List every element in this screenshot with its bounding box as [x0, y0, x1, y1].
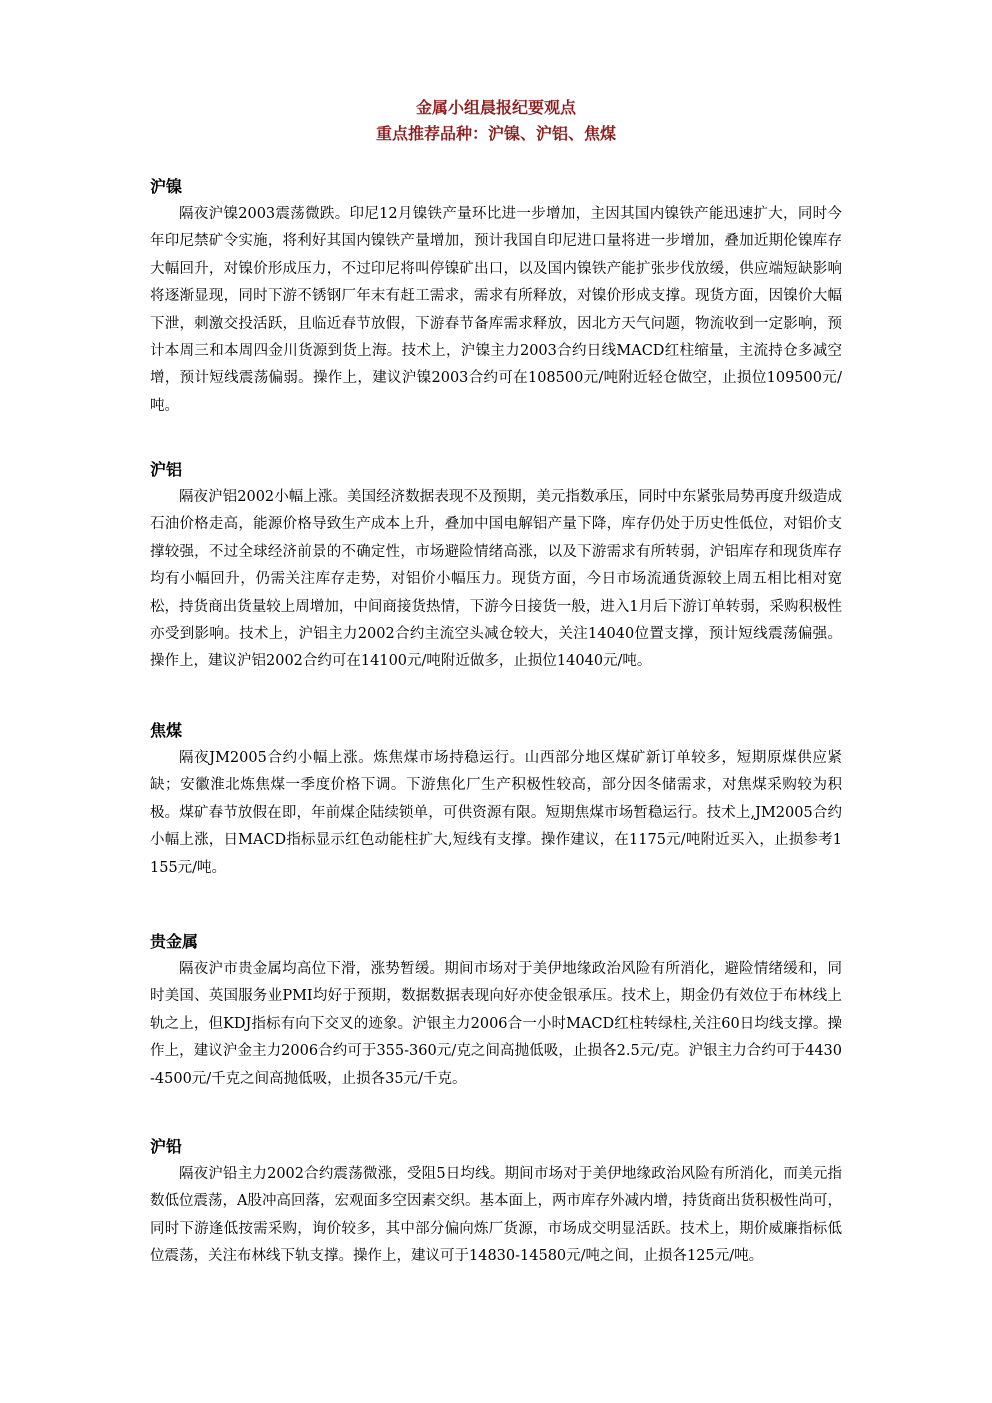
section-coking-coal [150, 719, 842, 882]
section-title: 沪镍 [150, 177, 183, 196]
section-title: 焦煤 [150, 721, 183, 740]
section-body: 隔夜沪铝2002小幅上涨。美国经济数据表现不及预期，美元指数承压，同时中东紧张局势再度升级造成石油价格走高，能源价格导致生产成本上升，叠加中国电解铝产量下降，库存仍处于历史性低位，对铝价支撑较强，不过全球经济前景的不确定性，市场避险情绪高涨，以及下游需求有所转弱，沪铝库存和现货库存均有小幅回升，仍需关注库存走势，对铝价小幅压力。现货方面，今日市场流通货源较上周五相比相对宽松，持货商出货量较上周增加，中间商接货热情，下游今日接货一般，进入1月后下游订单转弱，采购积极性亦受到影响。技术上，沪铝主力2002合约主流空头减仓较大，关注14040位置支撑，预计短线震荡偏强。操作上，建议沪铝2002合约可在14100元/吨附近做多，止损位14040元/吨。 [150, 489, 842, 670]
section-body: 隔夜沪镍2003震荡微跌。印尼12月镍铁产量环比进一步增加，主因其国内镍铁产能迅速扩大，同时今年印尼禁矿令实施，将利好其国内镍铁产量增加，预计我国自印尼进口量将进一步增加，叠加近期伦镍库存大幅回升，对镍价形成压力，不过印尼将叫停镍矿出口，以及国内镍铁产能扩张步伐放缓，供应端短缺影响将逐渐显现，同时下游不锈钢厂年末有赶工需求，需求有所释放，对镍价形成支撑。现货方面，因镍价大幅下泄，刺激交投活跃，且临近春节放假，下游春节备库需求释放，因北方天气问题，物流收到一定影响，预计本周三和本周四金川货源到货上海。技术上，沪镍主力2003合约日线MACD红柱缩量，主流持仓多减空增，预计短线震荡偏弱。操作上，建议沪镍2003合约可在108500元/吨附近轻仓做空，止损位109500元/吨。 [150, 206, 842, 414]
section-body: 隔夜沪铅主力2002合约震荡微涨，受阻5日均线。期间市场对于美伊地缘政治风险有所消化，而美元指数低位震荡，A股冲高回落，宏观面多空因素交织。基本面上，两市库存外减内增，持货商出货积极性尚可，同时下游逢低按需采购，询价较多，其中部分偏向炼厂货源，市场成交明显活跃。技术上，期价威廉指标低位震荡，关注布林线下轨支撑。操作上，建议可于14830-14580元/吨之间，止损各125元/吨。 [150, 1166, 842, 1265]
section-title: 贵金属 [150, 932, 199, 951]
section-precious-metals [150, 930, 842, 1093]
section-title: 沪铅 [150, 1137, 183, 1156]
section-body: 隔夜JM2005合约小幅上涨。炼焦煤市场持稳运行。山西部分地区煤矿新订单较多，短期原煤供应紧缺；安徽淮北炼焦煤一季度价格下调。下游焦化厂生产积极性较高，部分因冬储需求，对焦煤采购较为积极。煤矿春节放假在即，年前煤企陆续锁单，可供资源有限。短期焦煤市场暂稳运行。技术上,JM2005合约小幅上涨，日MACD指标显示红色动能柱扩大,短线有支撑。操作建议，在1175元/吨附近买入，止损参考1155元/吨。 [150, 750, 842, 876]
page-subtitle: 重点推荐品种：沪镍、沪铝、焦煤 [375, 124, 616, 143]
section-lead [150, 1135, 842, 1271]
page-title: 金属小组晨报纪要观点 [415, 98, 576, 117]
section-nickel [150, 175, 842, 420]
section-aluminum [150, 458, 842, 676]
section-body: 隔夜沪市贵金属均高位下滑，涨势暂缓。期间市场对于美伊地缘政治风险有所消化，避险情绪缓和，同时美国、英国服务业PMI均好于预期，数据数据表现向好亦使金银承压。技术上，期金仍有效位于布林线上轨之上，但KDJ指标有向下交叉的迹象。沪银主力2006合一小时MACD红柱转绿柱,关注60日均线支撑。操作上，建议沪金主力2006合约可于355-360元/克之间高抛低吸，止损各2.5元/克。沪银主力合约可于4430-4500元/千克之间高抛低吸，止损各35元/千克。 [150, 961, 842, 1087]
section-title: 沪铝 [150, 460, 183, 479]
